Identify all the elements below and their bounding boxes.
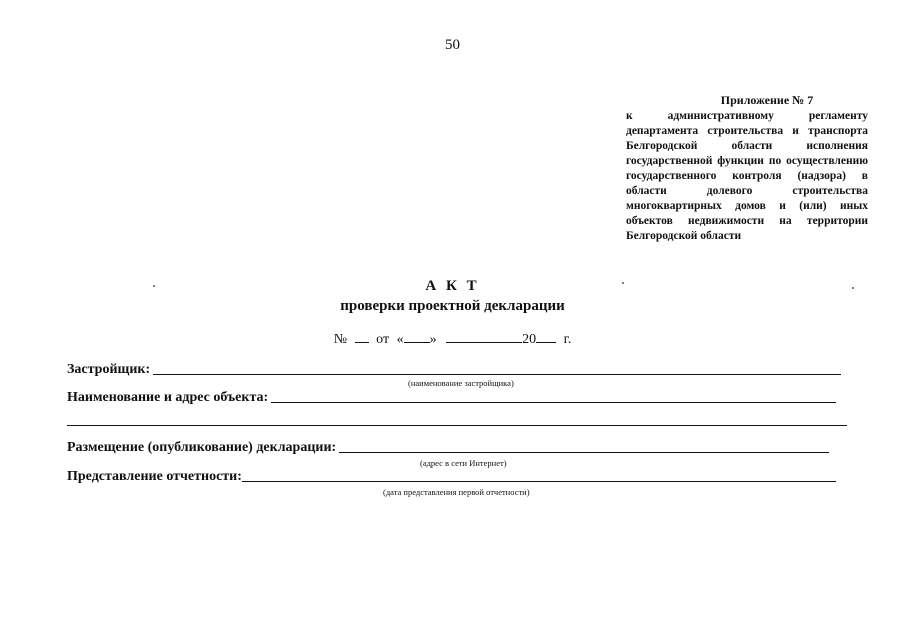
developer-field[interactable]	[153, 373, 841, 375]
act-number-blank[interactable]	[355, 330, 369, 343]
developer-label: Застройщик:	[67, 362, 151, 377]
object-field[interactable]	[271, 401, 836, 403]
reporting-hint: (дата представления первой отчетности)	[383, 487, 530, 497]
year-blank[interactable]	[536, 330, 556, 343]
year-prefix: 20	[522, 332, 537, 347]
document-subtitle: проверки проектной декларации	[340, 298, 565, 314]
placement-label: Размещение (опубликование) декларации:	[67, 440, 337, 455]
quote-close: »	[429, 332, 437, 347]
document-title: А К Т	[425, 278, 480, 294]
placement-row	[67, 440, 829, 456]
appendix-title: Приложение № 7	[720, 93, 814, 107]
year-suffix: г.	[563, 332, 572, 347]
appendix-text: к административному регламенту департамента строительства и транспорта Белгородской области исполнения государственной функции по осуществлению государственного контроля (надзора) в области долевого строительства многоквартирных домов и (или) иных объектов недвижимости на территории Белгородской области	[626, 110, 868, 242]
object-row	[67, 390, 836, 406]
appendix-block	[626, 93, 868, 244]
quote-open: «	[396, 332, 404, 347]
reporting-label: Представление отчетности:	[67, 469, 242, 484]
placement-hint: (адрес в сети Интернет)	[420, 458, 507, 468]
developer-hint: (наименование застройщика)	[408, 378, 514, 388]
placement-field[interactable]	[339, 451, 829, 453]
developer-row	[67, 362, 841, 378]
day-blank[interactable]	[404, 330, 430, 343]
page-number: 50	[445, 37, 460, 53]
month-blank[interactable]	[446, 330, 522, 343]
from-word: от	[376, 332, 390, 347]
document-title-block	[0, 276, 905, 316]
reporting-field[interactable]	[242, 480, 836, 482]
object-label: Наименование и адрес объекта:	[67, 390, 269, 405]
reporting-row	[67, 469, 836, 485]
number-sign: №	[333, 332, 348, 347]
act-number-line	[0, 330, 905, 348]
object-field-continuation[interactable]	[67, 425, 847, 426]
